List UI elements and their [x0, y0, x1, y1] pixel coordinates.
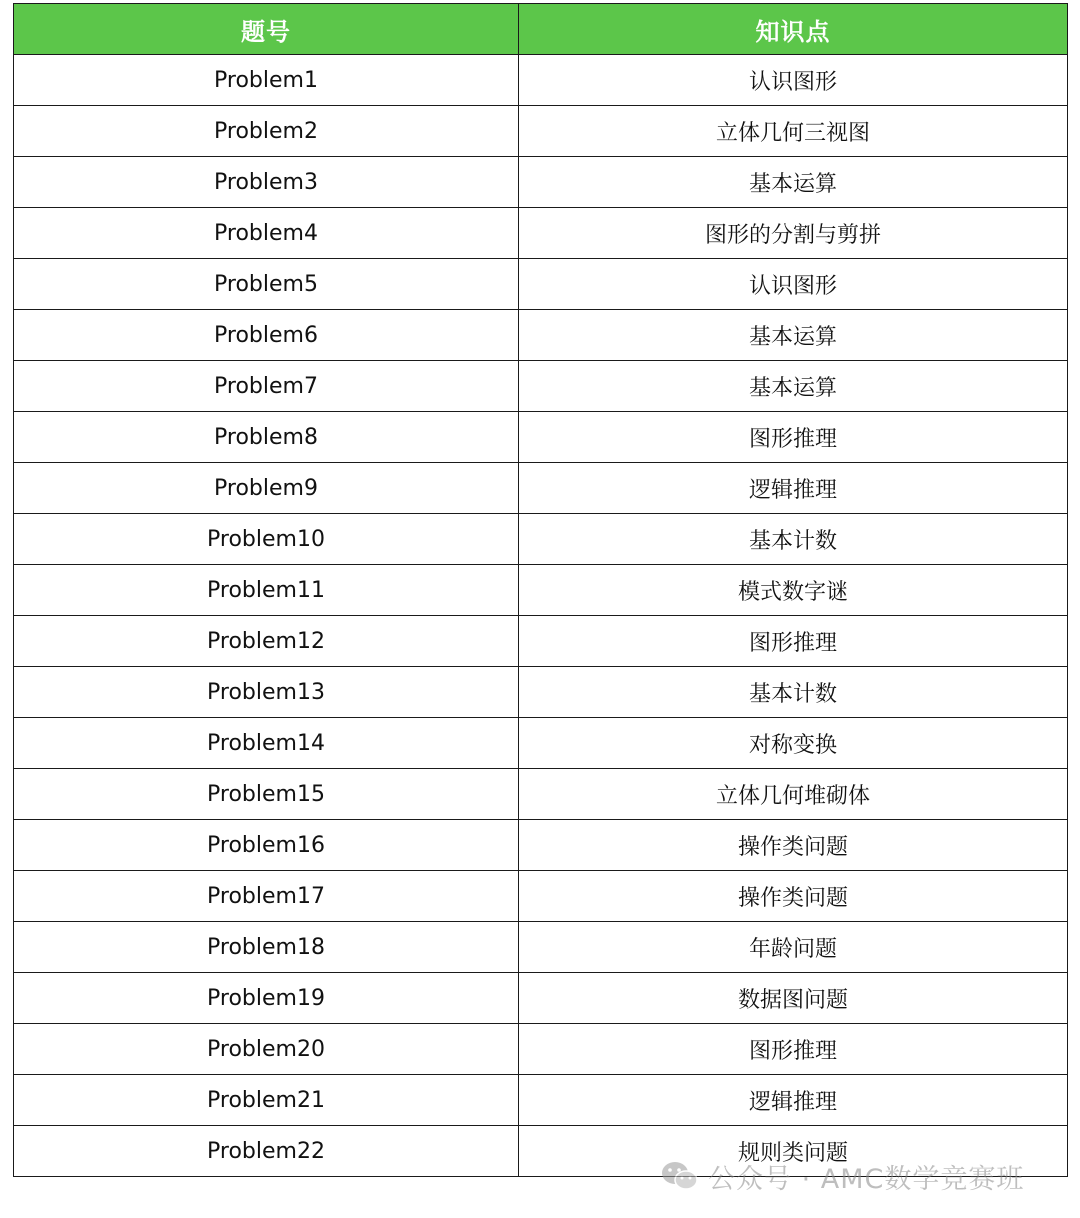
header-knowledge-point: 知识点 — [519, 4, 1068, 55]
table-row — [14, 718, 1068, 769]
table-row — [14, 1075, 1068, 1126]
knowledge-point-cell: 立体几何堆砌体 — [519, 769, 1068, 820]
knowledge-point-cell: 基本运算 — [519, 157, 1068, 208]
knowledge-point-cell: 对称变换 — [519, 718, 1068, 769]
knowledge-point-cell: 操作类问题 — [519, 820, 1068, 871]
knowledge-point-cell: 基本计数 — [519, 667, 1068, 718]
table-row — [14, 616, 1068, 667]
knowledge-point-cell: 模式数字谜 — [519, 565, 1068, 616]
header-problem-number: 题号 — [14, 4, 519, 55]
table-body — [14, 55, 1068, 1177]
problem-number-cell: Problem18 — [14, 922, 519, 973]
knowledge-point-cell: 认识图形 — [519, 259, 1068, 310]
table-row — [14, 1024, 1068, 1075]
table-row — [14, 361, 1068, 412]
problem-number-cell: Problem3 — [14, 157, 519, 208]
problem-number-cell: Problem21 — [14, 1075, 519, 1126]
table-row — [14, 208, 1068, 259]
knowledge-point-cell: 操作类问题 — [519, 871, 1068, 922]
knowledge-point-cell: 基本运算 — [519, 361, 1068, 412]
problem-number-cell: Problem10 — [14, 514, 519, 565]
problem-number-cell: Problem13 — [14, 667, 519, 718]
problem-number-cell: Problem19 — [14, 973, 519, 1024]
table-row — [14, 157, 1068, 208]
knowledge-point-cell: 基本计数 — [519, 514, 1068, 565]
problem-number-cell: Problem16 — [14, 820, 519, 871]
table-row — [14, 412, 1068, 463]
problem-number-cell: Problem14 — [14, 718, 519, 769]
table-row — [14, 463, 1068, 514]
knowledge-point-cell: 逻辑推理 — [519, 1075, 1068, 1126]
table-row — [14, 514, 1068, 565]
table-row — [14, 310, 1068, 361]
problem-number-cell: Problem12 — [14, 616, 519, 667]
problem-number-cell: Problem8 — [14, 412, 519, 463]
table-header — [14, 4, 1068, 55]
problem-number-cell: Problem11 — [14, 565, 519, 616]
knowledge-point-table — [13, 3, 1068, 1177]
table-row — [14, 565, 1068, 616]
table-row — [14, 259, 1068, 310]
table-row — [14, 1126, 1068, 1177]
knowledge-point-cell: 图形的分割与剪拼 — [519, 208, 1068, 259]
problem-number-cell: Problem9 — [14, 463, 519, 514]
knowledge-point-cell: 认识图形 — [519, 55, 1068, 106]
knowledge-point-cell: 规则类问题 — [519, 1126, 1068, 1177]
problem-number-cell: Problem2 — [14, 106, 519, 157]
problem-number-cell: Problem15 — [14, 769, 519, 820]
table-row — [14, 667, 1068, 718]
knowledge-point-cell: 数据图问题 — [519, 973, 1068, 1024]
table-row — [14, 922, 1068, 973]
problem-number-cell: Problem1 — [14, 55, 519, 106]
watermark-text: 公众号 · AMC数学竞赛班 — [708, 1163, 1025, 1195]
knowledge-point-cell: 图形推理 — [519, 616, 1068, 667]
problem-number-cell: Problem20 — [14, 1024, 519, 1075]
problem-number-cell: Problem6 — [14, 310, 519, 361]
knowledge-point-cell: 图形推理 — [519, 1024, 1068, 1075]
problem-number-cell: Problem7 — [14, 361, 519, 412]
knowledge-point-cell: 年龄问题 — [519, 922, 1068, 973]
table-row — [14, 820, 1068, 871]
knowledge-point-cell: 基本运算 — [519, 310, 1068, 361]
problem-number-cell: Problem4 — [14, 208, 519, 259]
knowledge-point-cell: 逻辑推理 — [519, 463, 1068, 514]
problem-number-cell: Problem17 — [14, 871, 519, 922]
table-row — [14, 106, 1068, 157]
table-row — [14, 769, 1068, 820]
knowledge-point-cell: 图形推理 — [519, 412, 1068, 463]
table-row — [14, 871, 1068, 922]
table-row — [14, 55, 1068, 106]
table-row — [14, 973, 1068, 1024]
problem-number-cell: Problem5 — [14, 259, 519, 310]
problem-number-cell: Problem22 — [14, 1126, 519, 1177]
table-header-row — [14, 4, 1068, 55]
knowledge-point-cell: 立体几何三视图 — [519, 106, 1068, 157]
